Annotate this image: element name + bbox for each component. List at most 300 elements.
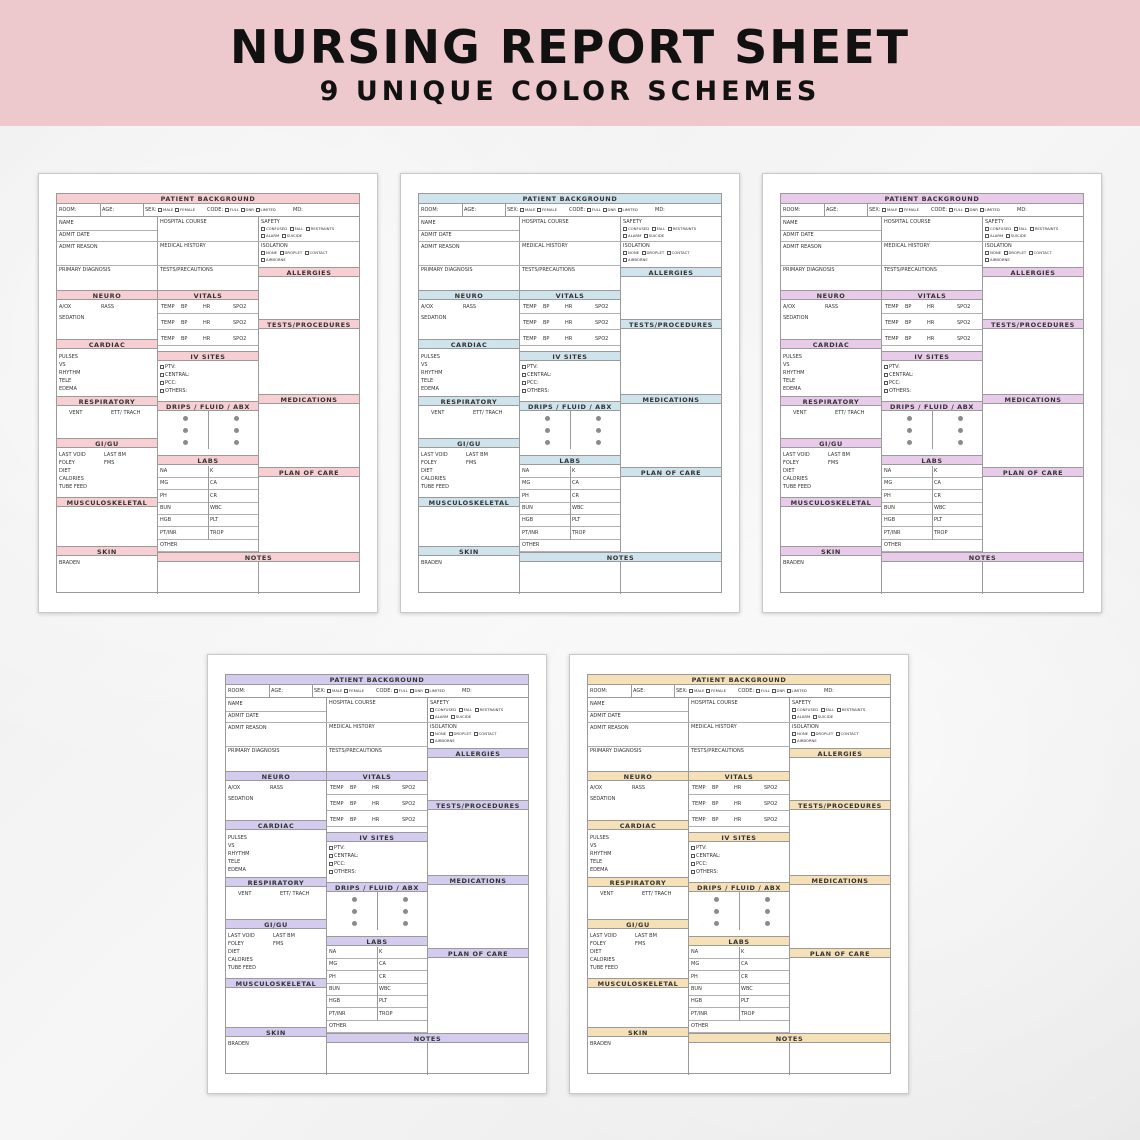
sex-label: SEX: MALE FEMALE [869,207,920,213]
musculoskeletal-header: MUSCULOSKELETAL [57,497,157,507]
vitals-bp-label-3: BP [543,336,550,342]
room-label: ROOM: [783,207,801,213]
dnr-checkbox[interactable] [772,689,776,693]
central-checkbox[interactable] [160,373,164,377]
male-checkbox[interactable] [882,208,886,212]
skin-header: SKIN [781,546,881,556]
drip-dot-4 [596,416,601,421]
ptv-label: PTV: [160,364,176,370]
medical-history-label: MEDICAL HISTORY [691,724,737,730]
neuro-header: NEURO [57,290,157,300]
labs-header: LABS [327,936,427,946]
fall-checkbox[interactable] [821,708,825,712]
lab-ptinr-label: PT/INR [329,1010,346,1017]
drip-dot-1 [545,416,550,421]
braden-label: BRADEN [421,560,442,566]
droplet-checkbox[interactable] [811,732,815,736]
tele-label: TELE [783,378,796,384]
vitals-bp-label-1: BP [905,304,912,310]
vs-label: VS [783,362,790,368]
calories-label: CALORIES [783,476,808,482]
vitals-spo2-label-1: SPO2 [957,304,971,310]
lab-na-label: NA [522,468,530,474]
contact-checkbox[interactable] [1029,251,1033,255]
confused-checkbox[interactable] [985,227,989,231]
airborne-checkbox[interactable] [792,739,796,743]
drip-dot-3 [352,921,357,926]
medications-header: MEDICATIONS [983,394,1083,404]
lab-other-label: OTHER [691,1022,709,1029]
lab-ph-label: PH [160,492,167,499]
pcc-checkbox[interactable] [522,381,526,385]
rass-label: RASS [632,785,646,791]
fall-checkbox[interactable] [652,227,656,231]
vitals-spo2-label-2: SPO2 [595,320,609,326]
lab-hgb-label: HGB [160,517,172,524]
others-label: OTHERS: [691,869,718,875]
dnr-checkbox[interactable] [965,208,969,212]
droplet-checkbox[interactable] [449,732,453,736]
lab-k-label: K [210,468,214,474]
central-checkbox[interactable] [884,373,888,377]
restraints-checkbox[interactable] [306,227,310,231]
lab-cr-label: CR [572,492,579,499]
labs-header: LABS [158,455,258,465]
patient-background-header: PATIENT BACKGROUND [781,194,1083,204]
foley-label: FOLEY [421,460,437,466]
lab-wbc-label: WBC [210,504,222,511]
isolation-options-row2: AIRBORNE [792,738,817,744]
female-checkbox[interactable] [344,689,348,693]
respiratory-header: RESPIRATORY [419,396,519,406]
none-checkbox[interactable] [623,251,627,255]
medications-header: MEDICATIONS [428,875,528,885]
full-code-checkbox[interactable] [225,208,229,212]
none-checkbox[interactable] [430,732,434,736]
drip-dot-2 [907,428,912,433]
sheet-peach [569,654,909,1094]
vitals-bp-label-1: BP [350,785,357,791]
rass-label: RASS [463,304,477,310]
fall-checkbox[interactable] [1014,227,1018,231]
tube-feed-label: TUBE FEED [590,965,618,971]
drips-fluid-abx-header: DRIPS / FLUID / ABX [520,401,620,411]
code-label: CODE: FULL DNR LIMITED [738,688,807,694]
confused-checkbox[interactable] [430,708,434,712]
limited-checkbox[interactable] [425,689,429,693]
vitals-temp-label-3: TEMP [885,336,899,342]
vitals-temp-label-3: TEMP [161,336,175,342]
vitals-spo2-label-3: SPO2 [233,336,247,342]
fms-label: FMS [828,460,839,466]
lab-wbc-label: WBC [379,985,391,992]
ptv-label: PTV: [329,845,345,851]
droplet-checkbox[interactable] [642,251,646,255]
airborne-checkbox[interactable] [261,258,265,262]
report-sheet-page [56,193,360,593]
vitals-temp-label-2: TEMP [885,320,899,326]
edema-label: EDEMA [59,386,77,392]
contact-checkbox[interactable] [667,251,671,255]
tele-label: TELE [421,378,434,384]
vitals-spo2-label-1: SPO2 [764,785,778,791]
name-label: NAME [590,701,605,707]
allergies-header: ALLERGIES [790,748,890,758]
vent-label: VENT [793,410,807,416]
confused-checkbox[interactable] [261,227,265,231]
suicide-checkbox[interactable] [282,234,286,238]
last-void-label: LAST VOID [421,452,448,458]
ptv-checkbox[interactable] [691,846,695,850]
drip-dot-4 [403,897,408,902]
patient-background-header: PATIENT BACKGROUND [226,675,528,685]
vitals-header: VITALS [689,771,789,781]
vitals-bp-label-2: BP [181,320,188,326]
aox-label: A/OX [783,304,796,310]
safety-options-row2: ALARM SUICIDE [985,233,1026,239]
respiratory-header: RESPIRATORY [588,877,688,887]
plan-of-care-header: PLAN OF CARE [983,467,1083,477]
central-label: CENTRAL: [160,372,190,378]
others-label: OTHERS: [160,388,187,394]
calories-label: CALORIES [421,476,446,482]
drip-dot-3 [714,921,719,926]
calories-label: CALORIES [590,957,615,963]
lab-other-label: OTHER [884,541,902,548]
lab-hgb-label: HGB [884,517,896,524]
hospital-course-label: HOSPITAL COURSE [522,219,569,225]
tests-procedures-header: TESTS/PROCEDURES [983,319,1083,329]
sheet-blue [400,173,740,613]
confused-checkbox[interactable] [623,227,627,231]
alarm-checkbox[interactable] [792,715,796,719]
female-checkbox[interactable] [706,689,710,693]
drip-dot-1 [714,897,719,902]
none-checkbox[interactable] [985,251,989,255]
restraints-checkbox[interactable] [475,708,479,712]
admit-date-label: ADMIT DATE [228,713,259,719]
contact-checkbox[interactable] [305,251,309,255]
alarm-checkbox[interactable] [430,715,434,719]
pcc-checkbox[interactable] [691,862,695,866]
lab-bun-label: BUN [160,504,171,511]
suicide-checkbox[interactable] [813,715,817,719]
age-label: AGE: [464,207,477,213]
iv-sites-header: IV SITES [882,351,982,361]
none-checkbox[interactable] [261,251,265,255]
last-bm-label: LAST BM [466,452,488,458]
drip-dot-2 [352,909,357,914]
fall-checkbox[interactable] [290,227,294,231]
primary-diagnosis-label: PRIMARY DIAGNOSIS [59,267,111,273]
suicide-checkbox[interactable] [451,715,455,719]
last-bm-label: LAST BM [828,452,850,458]
fall-checkbox[interactable] [459,708,463,712]
isolation-options-row1: NONE DROPLET CONTACT [261,250,328,256]
neuro-header: NEURO [781,290,881,300]
ptv-checkbox[interactable] [329,846,333,850]
contact-checkbox[interactable] [836,732,840,736]
gigu-header: GI/GU [419,438,519,448]
vent-label: VENT [431,410,445,416]
limited-checkbox[interactable] [618,208,622,212]
sedation-label: SEDATION [59,315,85,321]
vitals-bp-label-1: BP [543,304,550,310]
female-checkbox[interactable] [899,208,903,212]
safety-options-row2: ALARM SUICIDE [261,233,302,239]
lab-ph-label: PH [329,973,336,980]
suicide-checkbox[interactable] [644,234,648,238]
pcc-checkbox[interactable] [160,381,164,385]
plan-of-care-header: PLAN OF CARE [428,948,528,958]
vitals-hr-label-1: HR [734,785,742,791]
name-label: NAME [783,220,798,226]
ptv-checkbox[interactable] [160,365,164,369]
contact-checkbox[interactable] [474,732,478,736]
vent-label: VENT [69,410,83,416]
airborne-checkbox[interactable] [985,258,989,262]
banner-title: NURSING REPORT SHEET [229,19,911,74]
pcc-checkbox[interactable] [329,862,333,866]
vitals-hr-label-2: HR [203,320,211,326]
lab-wbc-label: WBC [572,504,584,511]
full-code-checkbox[interactable] [949,208,953,212]
vitals-bp-label-3: BP [712,817,719,823]
gigu-header: GI/GU [57,438,157,448]
male-checkbox[interactable] [689,689,693,693]
room-label: ROOM: [421,207,439,213]
pcc-label: PCC: [329,861,346,867]
medical-history-label: MEDICAL HISTORY [160,243,206,249]
lab-cr-label: CR [934,492,941,499]
male-checkbox[interactable] [327,689,331,693]
vitals-bp-label-2: BP [543,320,550,326]
drips-fluid-abx-header: DRIPS / FLUID / ABX [882,401,982,411]
drips-fluid-abx-header: DRIPS / FLUID / ABX [158,401,258,411]
lab-other-label: OTHER [522,541,540,548]
limited-checkbox[interactable] [256,208,260,212]
alarm-checkbox[interactable] [623,234,627,238]
restraints-checkbox[interactable] [837,708,841,712]
pulses-label: PULSES [590,835,609,841]
dnr-checkbox[interactable] [410,689,414,693]
ptv-checkbox[interactable] [522,365,526,369]
lab-mg-label: MG [160,480,169,487]
name-label: NAME [421,220,436,226]
vitals-hr-label-3: HR [565,336,573,342]
iv-sites-header: IV SITES [327,832,427,842]
male-checkbox[interactable] [158,208,162,212]
lab-trop-label: TROP [210,529,224,536]
suicide-checkbox[interactable] [1006,234,1010,238]
female-checkbox[interactable] [537,208,541,212]
fms-label: FMS [104,460,115,466]
braden-label: BRADEN [59,560,80,566]
vitals-bp-label-3: BP [350,817,357,823]
tests-procedures-header: TESTS/PROCEDURES [259,319,359,329]
alarm-checkbox[interactable] [261,234,265,238]
vitals-temp-label-2: TEMP [523,320,537,326]
drip-dot-1 [352,897,357,902]
foley-label: FOLEY [228,941,244,947]
others-checkbox[interactable] [691,870,695,874]
rass-label: RASS [825,304,839,310]
musculoskeletal-header: MUSCULOSKELETAL [419,497,519,507]
lab-ptinr-label: PT/INR [691,1010,708,1017]
md-label: MD: [655,207,665,213]
tele-label: TELE [590,859,603,865]
admit-date-label: ADMIT DATE [421,232,452,238]
lab-ca-label: CA [572,480,579,487]
drip-dot-3 [183,440,188,445]
pcc-checkbox[interactable] [884,381,888,385]
lab-plt-label: PLT [572,517,581,524]
female-checkbox[interactable] [175,208,179,212]
limited-checkbox[interactable] [980,208,984,212]
skin-header: SKIN [588,1027,688,1037]
lab-plt-label: PLT [934,517,943,524]
sex-label: SEX: MALE FEMALE [676,688,727,694]
calories-label: CALORIES [59,476,84,482]
others-checkbox[interactable] [329,870,333,874]
room-label: ROOM: [228,688,246,694]
lab-wbc-label: WBC [934,504,946,511]
dnr-checkbox[interactable] [603,208,607,212]
droplet-checkbox[interactable] [280,251,284,255]
sheet-lilac [762,173,1102,613]
lab-other-label: OTHER [329,1022,347,1029]
vitals-hr-label-3: HR [203,336,211,342]
male-checkbox[interactable] [520,208,524,212]
cardiac-header: CARDIAC [226,820,326,830]
lab-wbc-label: WBC [741,985,753,992]
braden-label: BRADEN [228,1041,249,1047]
safety-label: SAFETY [985,219,1004,225]
cardiac-header: CARDIAC [588,820,688,830]
primary-diagnosis-label: PRIMARY DIAGNOSIS [228,748,280,754]
central-checkbox[interactable] [522,373,526,377]
full-code-checkbox[interactable] [394,689,398,693]
vitals-spo2-label-2: SPO2 [402,801,416,807]
respiratory-header: RESPIRATORY [226,877,326,887]
lab-cr-label: CR [210,492,217,499]
confused-checkbox[interactable] [792,708,796,712]
musculoskeletal-header: MUSCULOSKELETAL [588,978,688,988]
vitals-temp-label-1: TEMP [885,304,899,310]
vitals-spo2-label-2: SPO2 [957,320,971,326]
aox-label: A/OX [590,785,603,791]
restraints-checkbox[interactable] [1030,227,1034,231]
neuro-header: NEURO [419,290,519,300]
gigu-header: GI/GU [588,919,688,929]
lab-bun-label: BUN [691,985,702,992]
report-sheet-page [780,193,1084,593]
drip-dot-5 [958,428,963,433]
limited-checkbox[interactable] [787,689,791,693]
lab-mg-label: MG [329,961,338,968]
isolation-label: ISOLATION [985,243,1012,249]
code-label: CODE: FULL DNR LIMITED [931,207,1000,213]
droplet-checkbox[interactable] [1004,251,1008,255]
lab-k-label: K [934,468,938,474]
code-label: CODE: FULL DNR LIMITED [376,688,445,694]
vitals-hr-label-2: HR [927,320,935,326]
last-void-label: LAST VOID [590,933,617,939]
full-code-checkbox[interactable] [756,689,760,693]
rass-label: RASS [101,304,115,310]
alarm-checkbox[interactable] [985,234,989,238]
vitals-hr-label-3: HR [372,817,380,823]
lab-na-label: NA [691,949,699,955]
lab-k-label: K [741,949,745,955]
respiratory-header: RESPIRATORY [57,396,157,406]
safety-label: SAFETY [623,219,642,225]
dnr-checkbox[interactable] [241,208,245,212]
lab-ca-label: CA [210,480,217,487]
drip-dot-5 [765,909,770,914]
vitals-spo2-label-2: SPO2 [233,320,247,326]
foley-label: FOLEY [783,460,799,466]
allergies-header: ALLERGIES [983,267,1083,277]
vitals-hr-label-1: HR [927,304,935,310]
lab-mg-label: MG [691,961,700,968]
drip-dot-6 [958,440,963,445]
iv-sites-header: IV SITES [689,832,789,842]
notes-header: NOTES [520,552,721,562]
ptv-checkbox[interactable] [884,365,888,369]
others-checkbox[interactable] [522,389,526,393]
airborne-checkbox[interactable] [430,739,434,743]
central-checkbox[interactable] [329,854,333,858]
patient-background-header: PATIENT BACKGROUND [419,194,721,204]
last-bm-label: LAST BM [104,452,126,458]
airborne-checkbox[interactable] [623,258,627,262]
tests-precautions-label: TESTS/PRECAUTIONS [884,267,937,273]
isolation-options-row2: AIRBORNE [623,257,648,263]
safety-options-row1: CONFUSED FALL RESTRAINTS [792,707,865,713]
drip-dot-4 [958,416,963,421]
none-checkbox[interactable] [792,732,796,736]
lab-hgb-label: HGB [691,998,703,1005]
lab-plt-label: PLT [210,517,219,524]
others-checkbox[interactable] [884,389,888,393]
others-checkbox[interactable] [160,389,164,393]
full-code-checkbox[interactable] [587,208,591,212]
skin-header: SKIN [419,546,519,556]
ett-trach-label: ETT/ TRACH [642,891,672,897]
pcc-label: PCC: [160,380,177,386]
banner-subtitle: 9 UNIQUE COLOR SCHEMES [319,75,821,107]
rhythm-label: RHYTHM [590,851,612,857]
hospital-course-label: HOSPITAL COURSE [884,219,931,225]
age-label: AGE: [826,207,839,213]
admit-reason-label: ADMIT REASON [421,244,460,250]
central-checkbox[interactable] [691,854,695,858]
sedation-label: SEDATION [590,796,616,802]
md-label: MD: [462,688,472,694]
others-label: OTHERS: [329,869,356,875]
vitals-hr-label-1: HR [372,785,380,791]
age-label: AGE: [102,207,115,213]
isolation-label: ISOLATION [792,724,819,730]
fms-label: FMS [466,460,477,466]
restraints-checkbox[interactable] [668,227,672,231]
patient-background-header: PATIENT BACKGROUND [57,194,359,204]
vitals-header: VITALS [158,290,258,300]
drip-dot-5 [403,909,408,914]
drip-dot-1 [907,416,912,421]
safety-label: SAFETY [261,219,280,225]
